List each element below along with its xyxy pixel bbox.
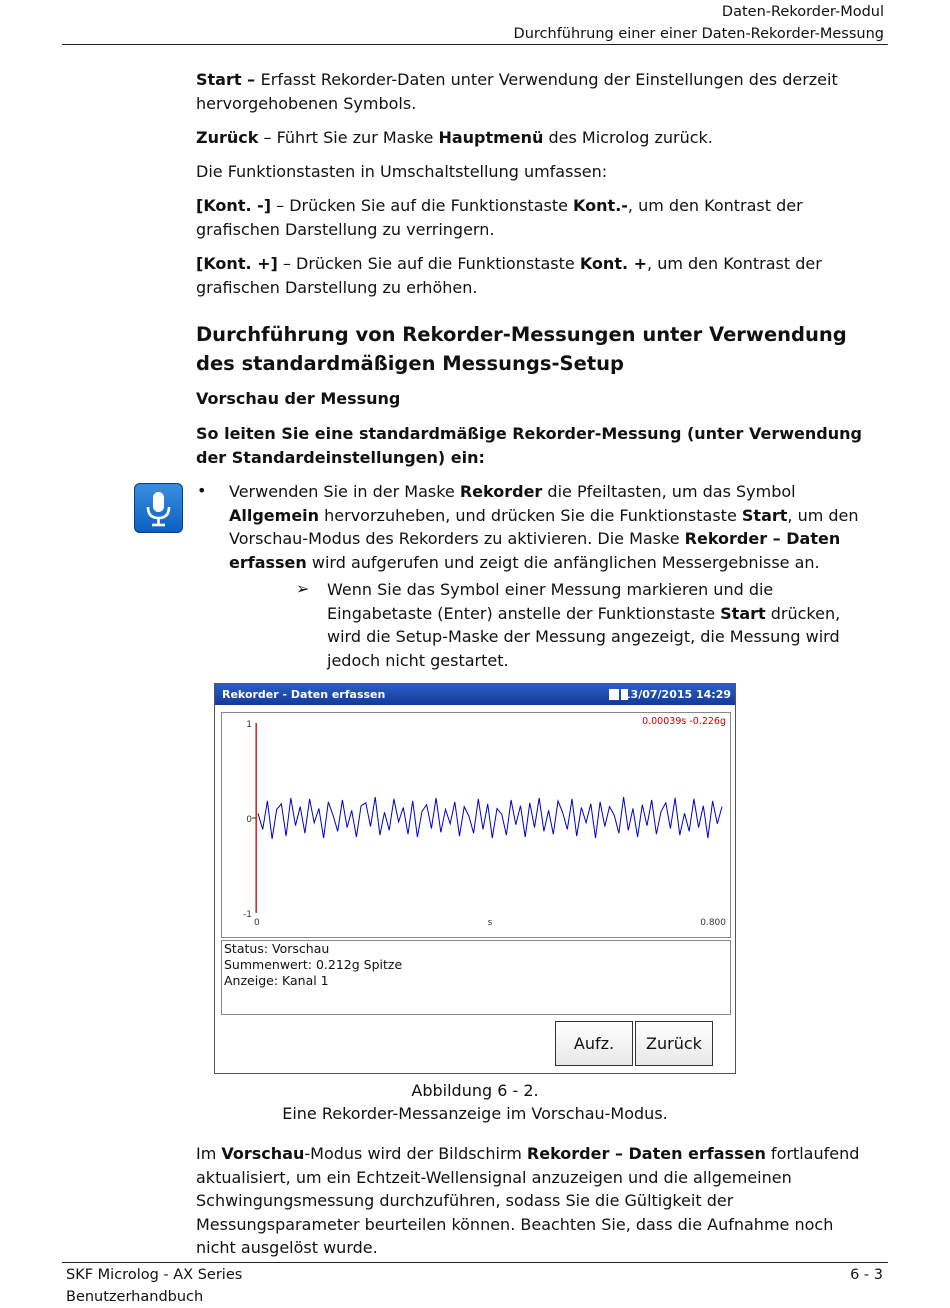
start-key: Start – (196, 70, 261, 89)
bullet-text-2: die Pfeiltasten, um das Symbol (542, 482, 796, 501)
x-tick-label: 0.800 (700, 918, 726, 928)
bullet-text-4: , um den Vorschau-Modus des Rekorders zu aktivieren. Die Maske (229, 505, 859, 548)
y-tick-label: 0 (246, 815, 252, 825)
waveform-series (258, 797, 722, 839)
bullet-term-start: Start (741, 505, 788, 525)
bullet-text-1: Verwenden Sie in der Maske (229, 482, 460, 501)
paragraph-zurueck (196, 126, 876, 150)
bullet-term-rekorder: Rekorder (459, 482, 543, 501)
figure-caption-text: Eine Rekorder-Messanzeige im Vorschau-Modus. (282, 1104, 668, 1123)
anzeige-line: Anzeige: Kanal 1 (224, 973, 329, 988)
bullet-text-3: hervorzuheben, und drücken Sie die Funktionstaste (319, 505, 742, 525)
bullet-term-daten-erfassen: Rekorder – Daten erfassen (229, 529, 841, 572)
subbullet-term-start: Start (720, 603, 766, 623)
header-rule (62, 44, 888, 45)
figure-caption-number: Abbildung 6 - 2. (411, 1081, 539, 1100)
screen-title: Rekorder - Daten erfassen (222, 688, 386, 701)
closing-text-2: -Modus wird der Bildschirm (304, 1144, 527, 1163)
kont-minus-key: [Kont. -] (196, 196, 272, 215)
closing-text-1: Im (196, 1144, 222, 1163)
section-subtitle: Vorschau der Messung (196, 389, 401, 408)
paragraph-kont-plus (196, 252, 876, 299)
subbullet-text (327, 578, 857, 672)
kont-plus-key: [Kont. +] (196, 254, 278, 273)
closing-text-3: fortlaufend aktualisiert, um ein Echtzeit-Wellensignal anzuzeigen und die allgemeinen Schwingungsmessung durchzuführen, sodass Sie die Gültigkeit der Messungsparameter beurteilen können. Beachten Sie, dass die Aufnahme noch nicht ausgelöst wurde. (196, 1144, 860, 1257)
header-subtitle: Durchführung einer einer Daten-Rekorder-Messung (513, 26, 884, 42)
kont-plus-term: Kont. + (579, 254, 648, 273)
arrow-bullet-icon: ➢ (296, 579, 310, 598)
paragraph-kont-minus (196, 194, 876, 241)
zurueck-key: Zurück (196, 128, 259, 147)
microphone-icon (134, 483, 183, 533)
zurueck-button[interactable]: Zurück (635, 1021, 713, 1066)
cursor-readout: 0.00039s -0.226g (642, 716, 726, 727)
zurueck-text: – Führt Sie zur Maske (258, 128, 439, 147)
kont-plus-text-end: , um den Kontrast der grafischen Darstellung zu erhöhen. (196, 254, 822, 297)
bullet-text-5: wird aufgerufen und zeigt die anfänglichen Messergebnisse an. (306, 552, 820, 572)
memory-card-icon (609, 689, 619, 700)
x-axis-label: s (487, 918, 493, 928)
y-tick-label: 1 (246, 720, 252, 730)
page-number: 6 - 3 (850, 1267, 883, 1283)
x-tick-label: 0 (254, 918, 260, 928)
paragraph-funktionstasten: Die Funktionstasten in Umschaltstellung umfassen: (196, 162, 608, 181)
subbullet-text-1: Wenn Sie das Symbol einer Messung markieren und die Eingabetaste (Enter) anstelle der Funktionstaste (327, 580, 774, 623)
paragraph-start (196, 68, 876, 115)
footer-rule (62, 1262, 888, 1263)
kont-minus-text: – Drücken Sie auf die Funktionstaste (271, 196, 574, 215)
bullet-text (229, 480, 869, 574)
y-tick-label: -1 (243, 910, 252, 920)
footer-manual: Benutzerhandbuch (66, 1289, 204, 1305)
aufz-button[interactable]: Aufz. (555, 1021, 633, 1066)
closing-term-daten-erfassen: Rekorder – Daten erfassen (526, 1144, 766, 1163)
screen-title-bar (215, 684, 735, 705)
kont-minus-term: Kont.- (573, 196, 628, 215)
subbullet-text-2: drücken, wird die Setup-Maske der Messung angezeigt, die Messung wird jedoch nicht gestartet. (327, 603, 841, 670)
start-text: Erfasst Rekorder-Daten unter Verwendung der Einstellungen des derzeit hervorgehobenen Symbols. (196, 70, 838, 113)
summenwert-line: Summenwert: 0.212g Spitze (224, 957, 403, 972)
device-screenshot (214, 683, 736, 1074)
plot-axes (243, 720, 726, 928)
status-line: Status: Vorschau (224, 941, 330, 956)
header-title: Daten-Rekorder-Modul (721, 4, 884, 20)
footer-product: SKF Microlog - AX Series (66, 1267, 243, 1283)
bullet-icon: • (197, 481, 207, 500)
zurueck-text-end: des Microlog zurück. (543, 128, 713, 147)
kont-minus-text-end: , um den Kontrast der grafischen Darstellung zu verringern. (196, 196, 803, 239)
section-title: Durchführung von Rekorder-Messungen unter Verwendung des standardmäßigen Messungs-Setup (196, 323, 847, 375)
status-panel (221, 940, 731, 1015)
kont-plus-text: – Drücken Sie auf die Funktionstaste (277, 254, 580, 273)
closing-term-vorschau: Vorschau (221, 1144, 305, 1163)
waveform-line (258, 797, 722, 839)
waveform-plot (221, 712, 731, 938)
screen-datetime: 13/07/2015 14:29 (622, 688, 731, 701)
bullet-term-allgemein: Allgemein (229, 505, 320, 525)
procedure-heading: So leiten Sie eine standardmäßige Rekorder-Messung (unter Verwendung der Standardeinstellungen) ein: (196, 424, 862, 467)
paragraph-vorschau (196, 1142, 866, 1260)
hauptmenue-term: Hauptmenü (438, 128, 544, 147)
